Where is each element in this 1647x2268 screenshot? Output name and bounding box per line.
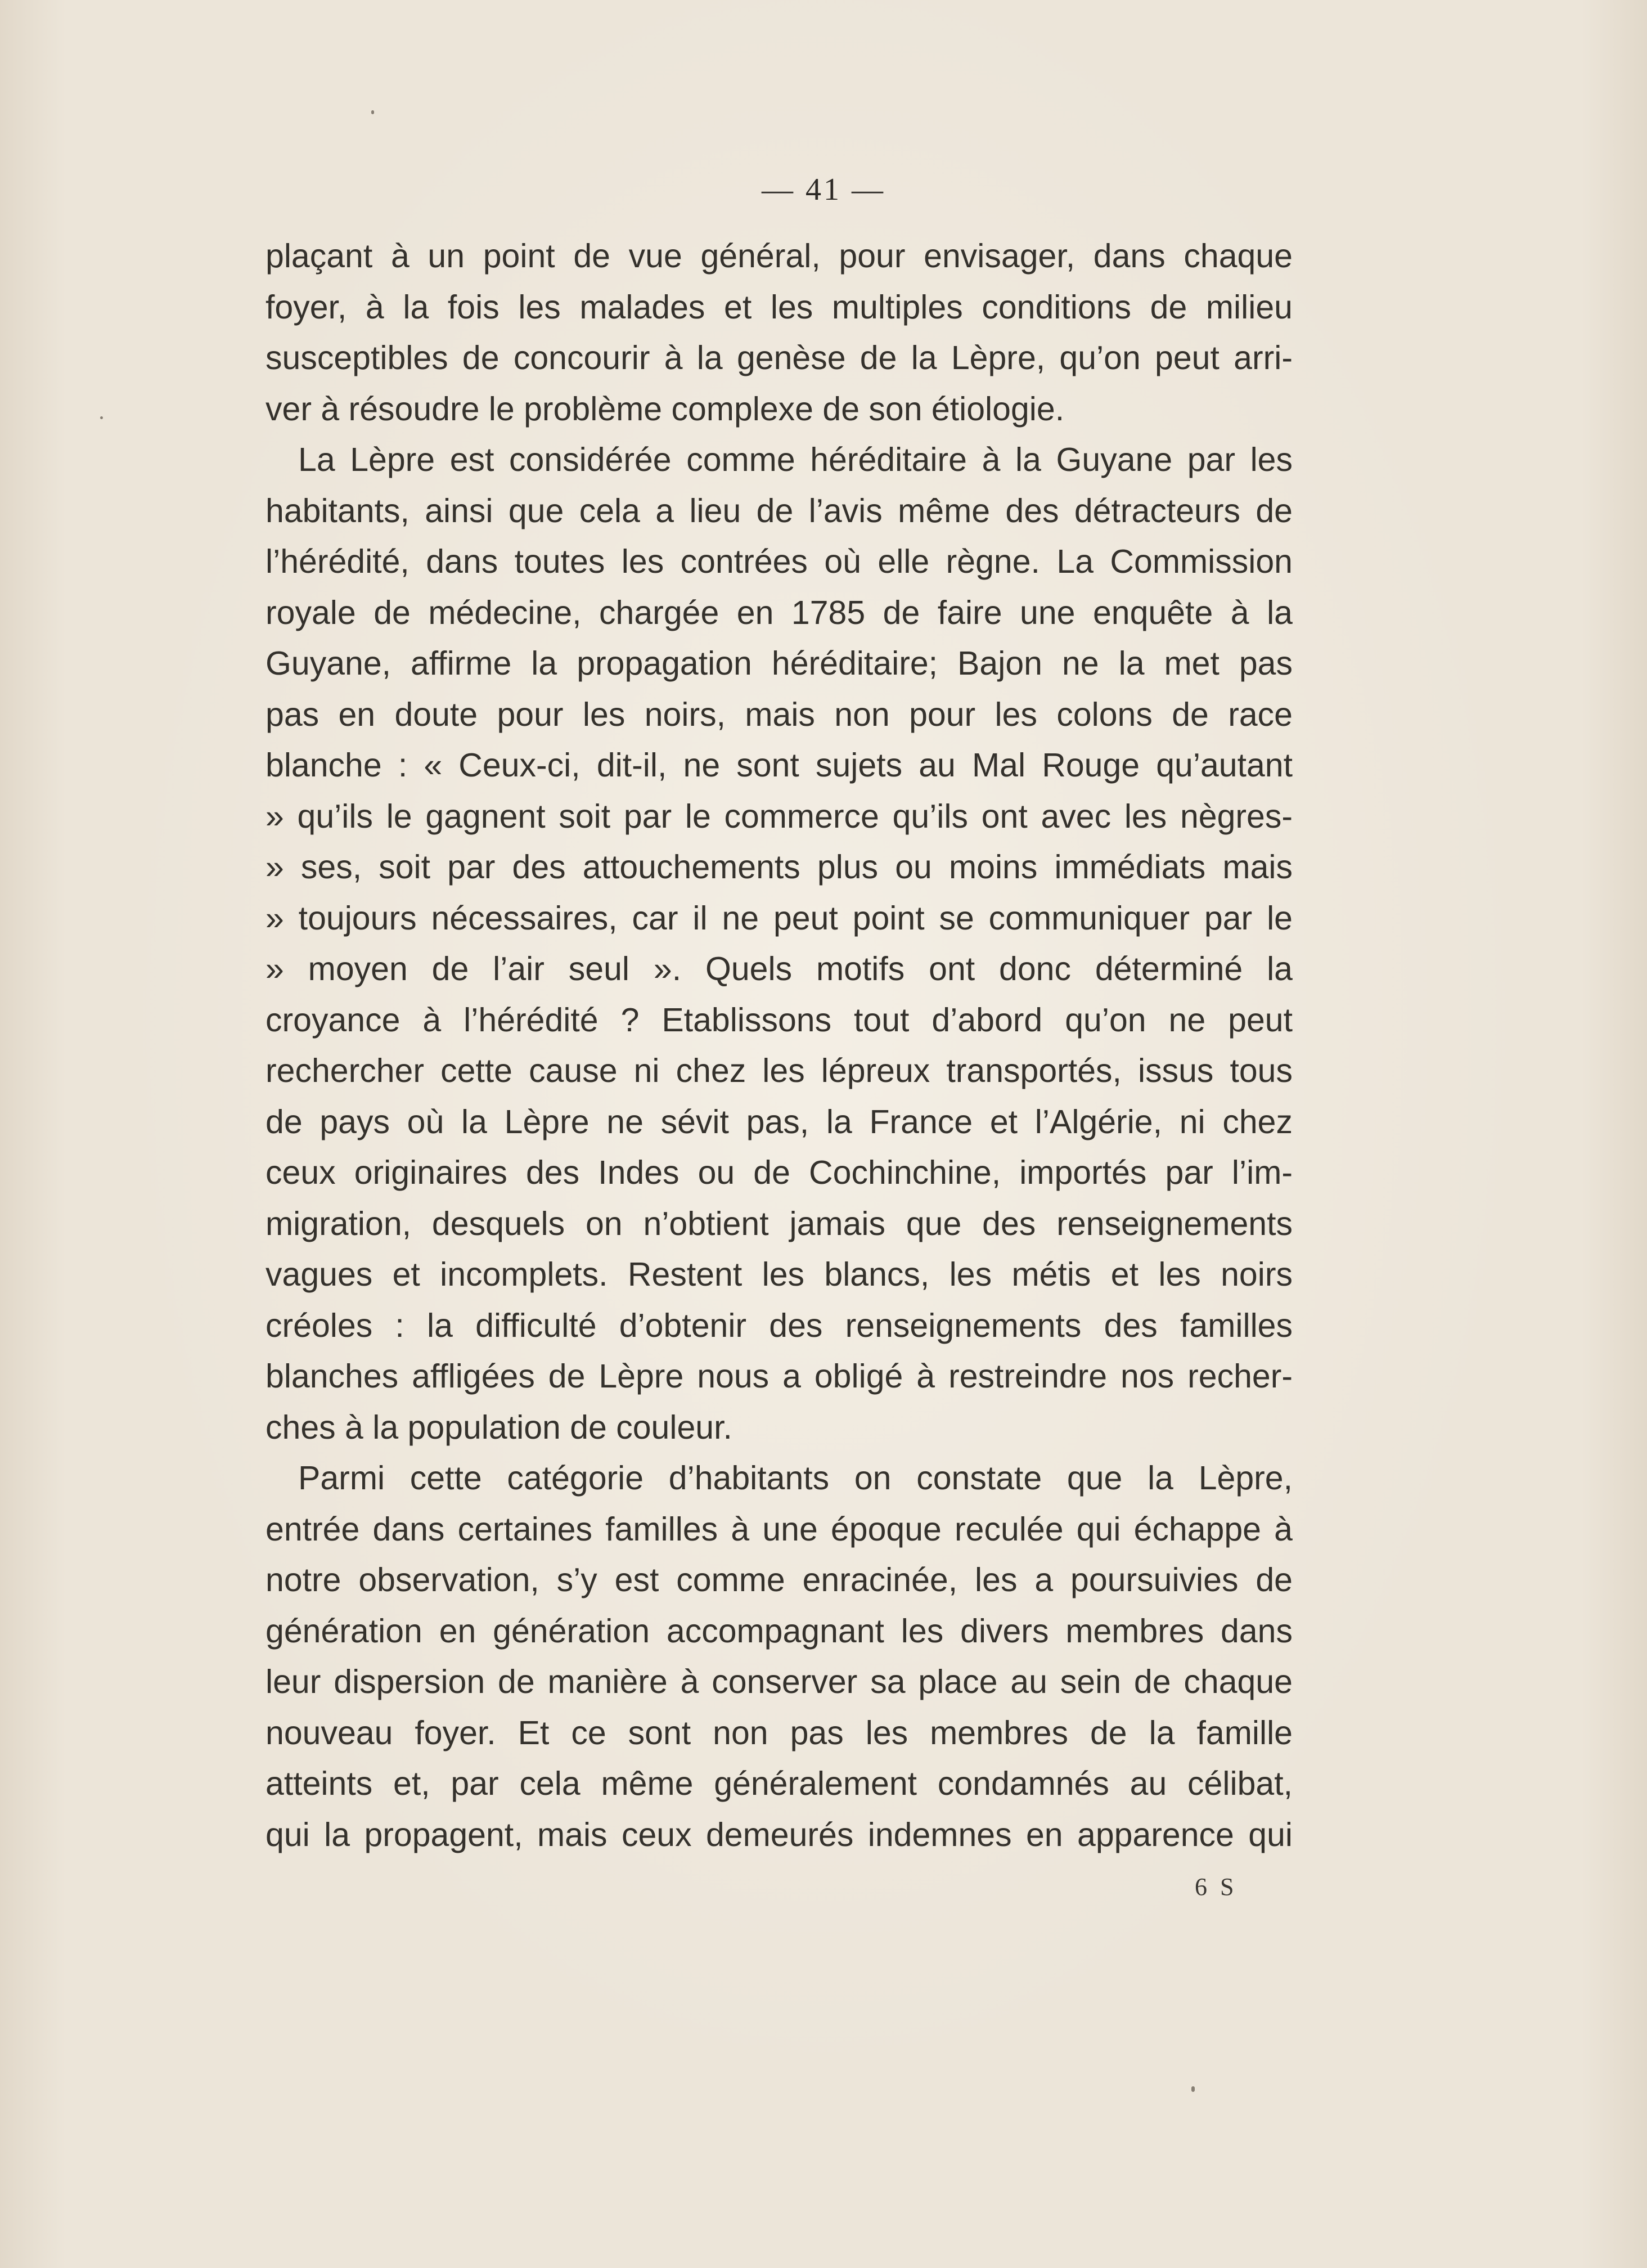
text-line: atteints et, par cela même généralement condamnés au célibat, (266, 1765, 1293, 1802)
paper-speck (1191, 2086, 1195, 2092)
paper-speck (371, 110, 374, 114)
text-line: royale de médecine, chargée en 1785 de faire une enquête à la (266, 594, 1293, 631)
body-text (266, 231, 1293, 1860)
text-line: » qu’ils le gagnent soit par le commerce qu’ils ont avec les nègres- (266, 797, 1293, 835)
text-line: génération en génération accompagnant les divers membres dans (266, 1612, 1293, 1650)
paragraph-start-line: Parmi cette catégorie d’habitants on constate que la Lèpre, (298, 1459, 1293, 1497)
text-line: ceux originaires des Indes ou de Cochinchine, importés par l’im- (266, 1154, 1293, 1191)
text-line: pas en doute pour les noirs, mais non pour les colons de race (266, 695, 1293, 733)
text-line: leur dispersion de manière à conserver sa place au sein de chaque (266, 1663, 1293, 1700)
paper-speck (100, 416, 103, 419)
text-line: blanches affligées de Lèpre nous a obligé à restreindre nos recher- (266, 1358, 1293, 1395)
page-number: — 41 — (762, 172, 885, 207)
paragraph-start-line: La Lèpre est considérée comme héréditaire à la Guyane par les (298, 441, 1293, 478)
text-line: Guyane, affirme la propagation héréditaire; Bajon ne la met pas (266, 645, 1293, 682)
text-line: nouveau foyer. Et ce sont non pas les membres de la famille (266, 1714, 1293, 1751)
text-line: susceptibles de concourir à la genèse de la Lèpre, qu’on peut arri- (266, 339, 1293, 376)
text-line: créoles : la difficulté d’obtenir des renseignements des familles (266, 1306, 1293, 1344)
text-line: migration, desquels on n’obtient jamais que des renseignements (266, 1205, 1293, 1242)
signature-mark: 6 S (1195, 1873, 1238, 1901)
text-line: l’hérédité, dans toutes les contrées où elle règne. La Commission (266, 543, 1293, 580)
text-line: » toujours nécessaires, car il ne peut point se communiquer par le (266, 899, 1293, 937)
text-line: vagues et incomplets. Restent les blancs, les métis et les noirs (266, 1256, 1293, 1293)
text-line: ver à résoudre le problème complexe de son étiologie. (266, 390, 1065, 428)
text-line: plaçant à un point de vue général, pour envisager, dans chaque (266, 237, 1293, 275)
text-line: » moyen de l’air seul ». Quels motifs ont donc déterminé la (266, 950, 1293, 987)
text-line: croyance à l’hérédité ? Etablissons tout d’abord qu’on ne peut (266, 1001, 1293, 1039)
text-line: de pays où la Lèpre ne sévit pas, la France et l’Algérie, ni chez (266, 1103, 1293, 1140)
text-line: qui la propagent, mais ceux demeurés indemnes en apparence qui (266, 1816, 1293, 1853)
text-line: ches à la population de couleur. (266, 1408, 732, 1446)
text-line: blanche : « Ceux-ci, dit-il, ne sont sujets au Mal Rouge qu’autant (266, 747, 1293, 784)
text-line: entrée dans certaines familles à une époque reculée qui échappe à (266, 1510, 1293, 1548)
text-line: rechercher cette cause ni chez les lépreux transportés, issus tous (266, 1052, 1293, 1089)
text-line: habitants, ainsi que cela a lieu de l’avis même des détracteurs de (266, 492, 1293, 529)
text-line: » ses, soit par des attouchements plus ou moins immédiats mais (266, 848, 1293, 886)
text-line: foyer, à la fois les malades et les multiples conditions de milieu (266, 288, 1293, 326)
text-line: notre observation, s’y est comme enracinée, les a poursuivies de (266, 1561, 1293, 1598)
